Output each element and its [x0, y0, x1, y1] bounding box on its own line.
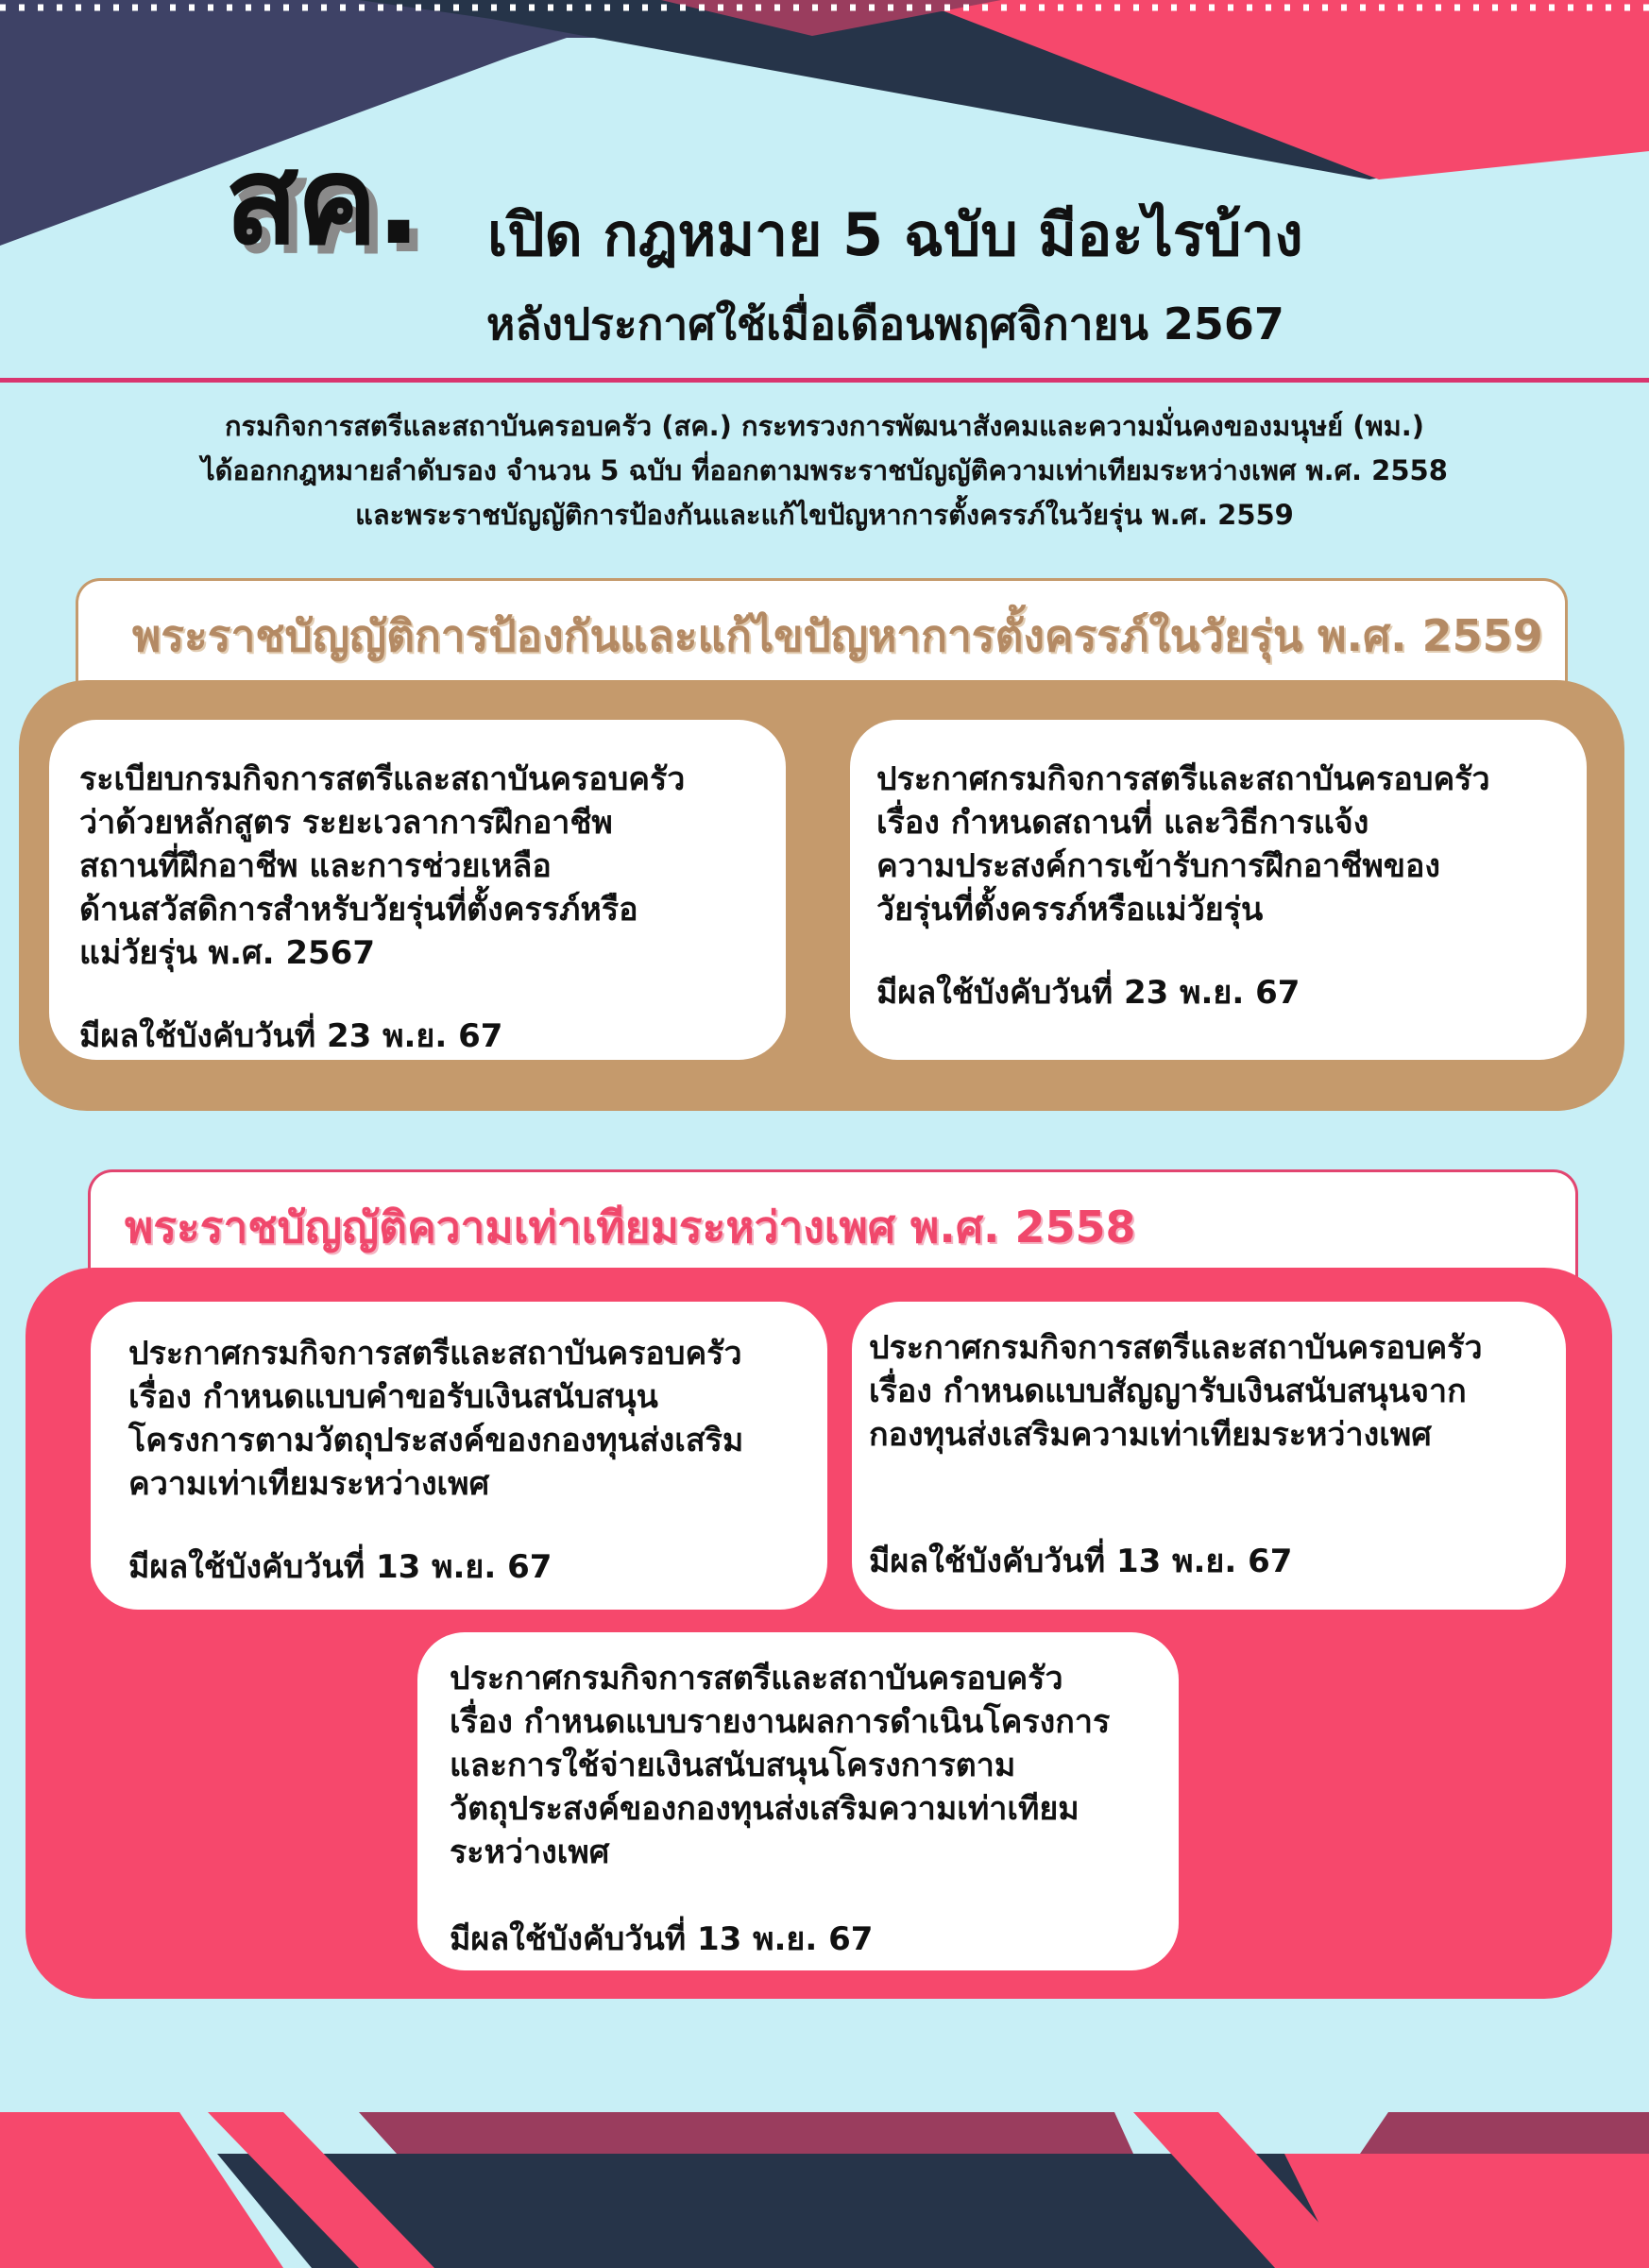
intro-line: และพระราชบัญญัติการป้องกันและแก้ไขปัญหาการตั้งครรภ์ในวัยรุ่น พ.ศ. 2559 — [355, 499, 1294, 531]
law-card-line: ด้านสวัสดิการสำหรับวัยรุ่นที่ตั้งครรภ์หรือ — [79, 891, 638, 929]
law-card-line: ความเท่าเทียมระหว่างเพศ — [128, 1465, 490, 1503]
section-heading-gender-equality: พระราชบัญญัติความเท่าเทียมระหว่างเพศ พ.ศ. 2558 — [125, 1202, 1136, 1253]
law-card-line: ว่าด้วยหลักสูตร ระยะเวลาการฝึกอาชีพ — [79, 804, 613, 842]
law-card-line: ประกาศกรมกิจการสตรีและสถาบันครอบครัว — [450, 1660, 1063, 1697]
law-card-line: เรื่อง กำหนดสถานที่ และวิธีการแจ้ง — [876, 804, 1369, 842]
law-card — [417, 1632, 1179, 1970]
law-card-line: โครงการตามวัตถุประสงค์ของกองทุนส่งเสริม — [128, 1422, 744, 1459]
law-card-text — [876, 758, 1587, 931]
law-card-line: ประกาศกรมกิจการสตรีและสถาบันครอบครัว — [876, 760, 1490, 798]
law-card-line: ประกาศกรมกิจการสตรีและสถาบันครอบครัว — [869, 1329, 1483, 1367]
law-card-line: ประกาศกรมกิจการสตรีและสถาบันครอบครัว — [128, 1335, 742, 1373]
law-card-line: และการใช้จ่ายเงินสนับสนุนโครงการตาม — [450, 1747, 1016, 1784]
logo: สค. — [225, 131, 420, 272]
effective-date: มีผลใช้บังคับวันที่ 13 พ.ย. 67 — [450, 1920, 874, 1958]
effective-date: มีผลใช้บังคับวันที่ 23 พ.ย. 67 — [876, 974, 1300, 1012]
law-card-line: แม่วัยรุ่น พ.ศ. 2567 — [79, 934, 375, 972]
law-card-line: ความประสงค์การเข้ารับการฝึกอาชีพของ — [876, 847, 1440, 885]
law-card — [49, 720, 786, 1060]
law-card — [91, 1302, 827, 1610]
law-card-line: สถานที่ฝึกอาชีพ และการช่วยเหลือ — [79, 847, 552, 885]
law-card-text — [869, 1326, 1566, 1457]
law-card-text — [450, 1657, 1179, 1874]
law-card — [850, 720, 1587, 1060]
intro-line: กรมกิจการสตรีและสถาบันครอบครัว (สค.) กระทรวงการพัฒนาสังคมและความมั่นคงของมนุษย์ (พม.) — [224, 410, 1424, 442]
section-heading-teen-pregnancy: พระราชบัญญัติการป้องกันและแก้ไขปัญหาการตั้งครรภ์ในวัยรุ่น พ.ศ. 2559 — [132, 610, 1543, 661]
effective-date: มีผลใช้บังคับวันที่ 13 พ.ย. 67 — [869, 1543, 1293, 1580]
law-card-text — [79, 758, 786, 975]
law-card-line: กองทุนส่งเสริมความเท่าเทียมระหว่างเพศ — [869, 1416, 1432, 1454]
law-card-line: ระหว่างเพศ — [450, 1833, 610, 1871]
law-card-line: เรื่อง กำหนดแบบสัญญารับเงินสนับสนุนจาก — [869, 1373, 1467, 1410]
law-card-line: วัยรุ่นที่ตั้งครรภ์หรือแม่วัยรุ่น — [876, 891, 1264, 929]
law-card-line: เรื่อง กำหนดแบบคำขอรับเงินสนับสนุน — [128, 1378, 658, 1416]
law-card-line: เรื่อง กำหนดแบบรายงานผลการดำเนินโครงการ — [450, 1703, 1111, 1741]
law-card-text — [128, 1332, 827, 1506]
effective-date: มีผลใช้บังคับวันที่ 23 พ.ย. 67 — [79, 1017, 503, 1055]
law-card — [852, 1302, 1566, 1610]
effective-date: มีผลใช้บังคับวันที่ 13 พ.ย. 67 — [128, 1548, 552, 1586]
page-subtitle: หลังประกาศใช้เมื่อเดือนพฤศจิกายน 2567 — [486, 298, 1284, 350]
law-card-line: วัตถุประสงค์ของกองทุนส่งเสริมความเท่าเทียม — [450, 1790, 1080, 1828]
intro-line: ได้ออกกฎหมายลำดับรอง จำนวน 5 ฉบับ ที่ออกตามพระราชบัญญัติความเท่าเทียมระหว่างเพศ พ.ศ. 2558 — [201, 454, 1448, 486]
law-card-line: ระเบียบกรมกิจการสตรีและสถาบันครอบครัว — [79, 760, 686, 798]
page-title: เปิด กฎหมาย 5 ฉบับ มีอะไรบ้าง — [487, 200, 1303, 269]
intro-paragraph — [113, 404, 1536, 537]
